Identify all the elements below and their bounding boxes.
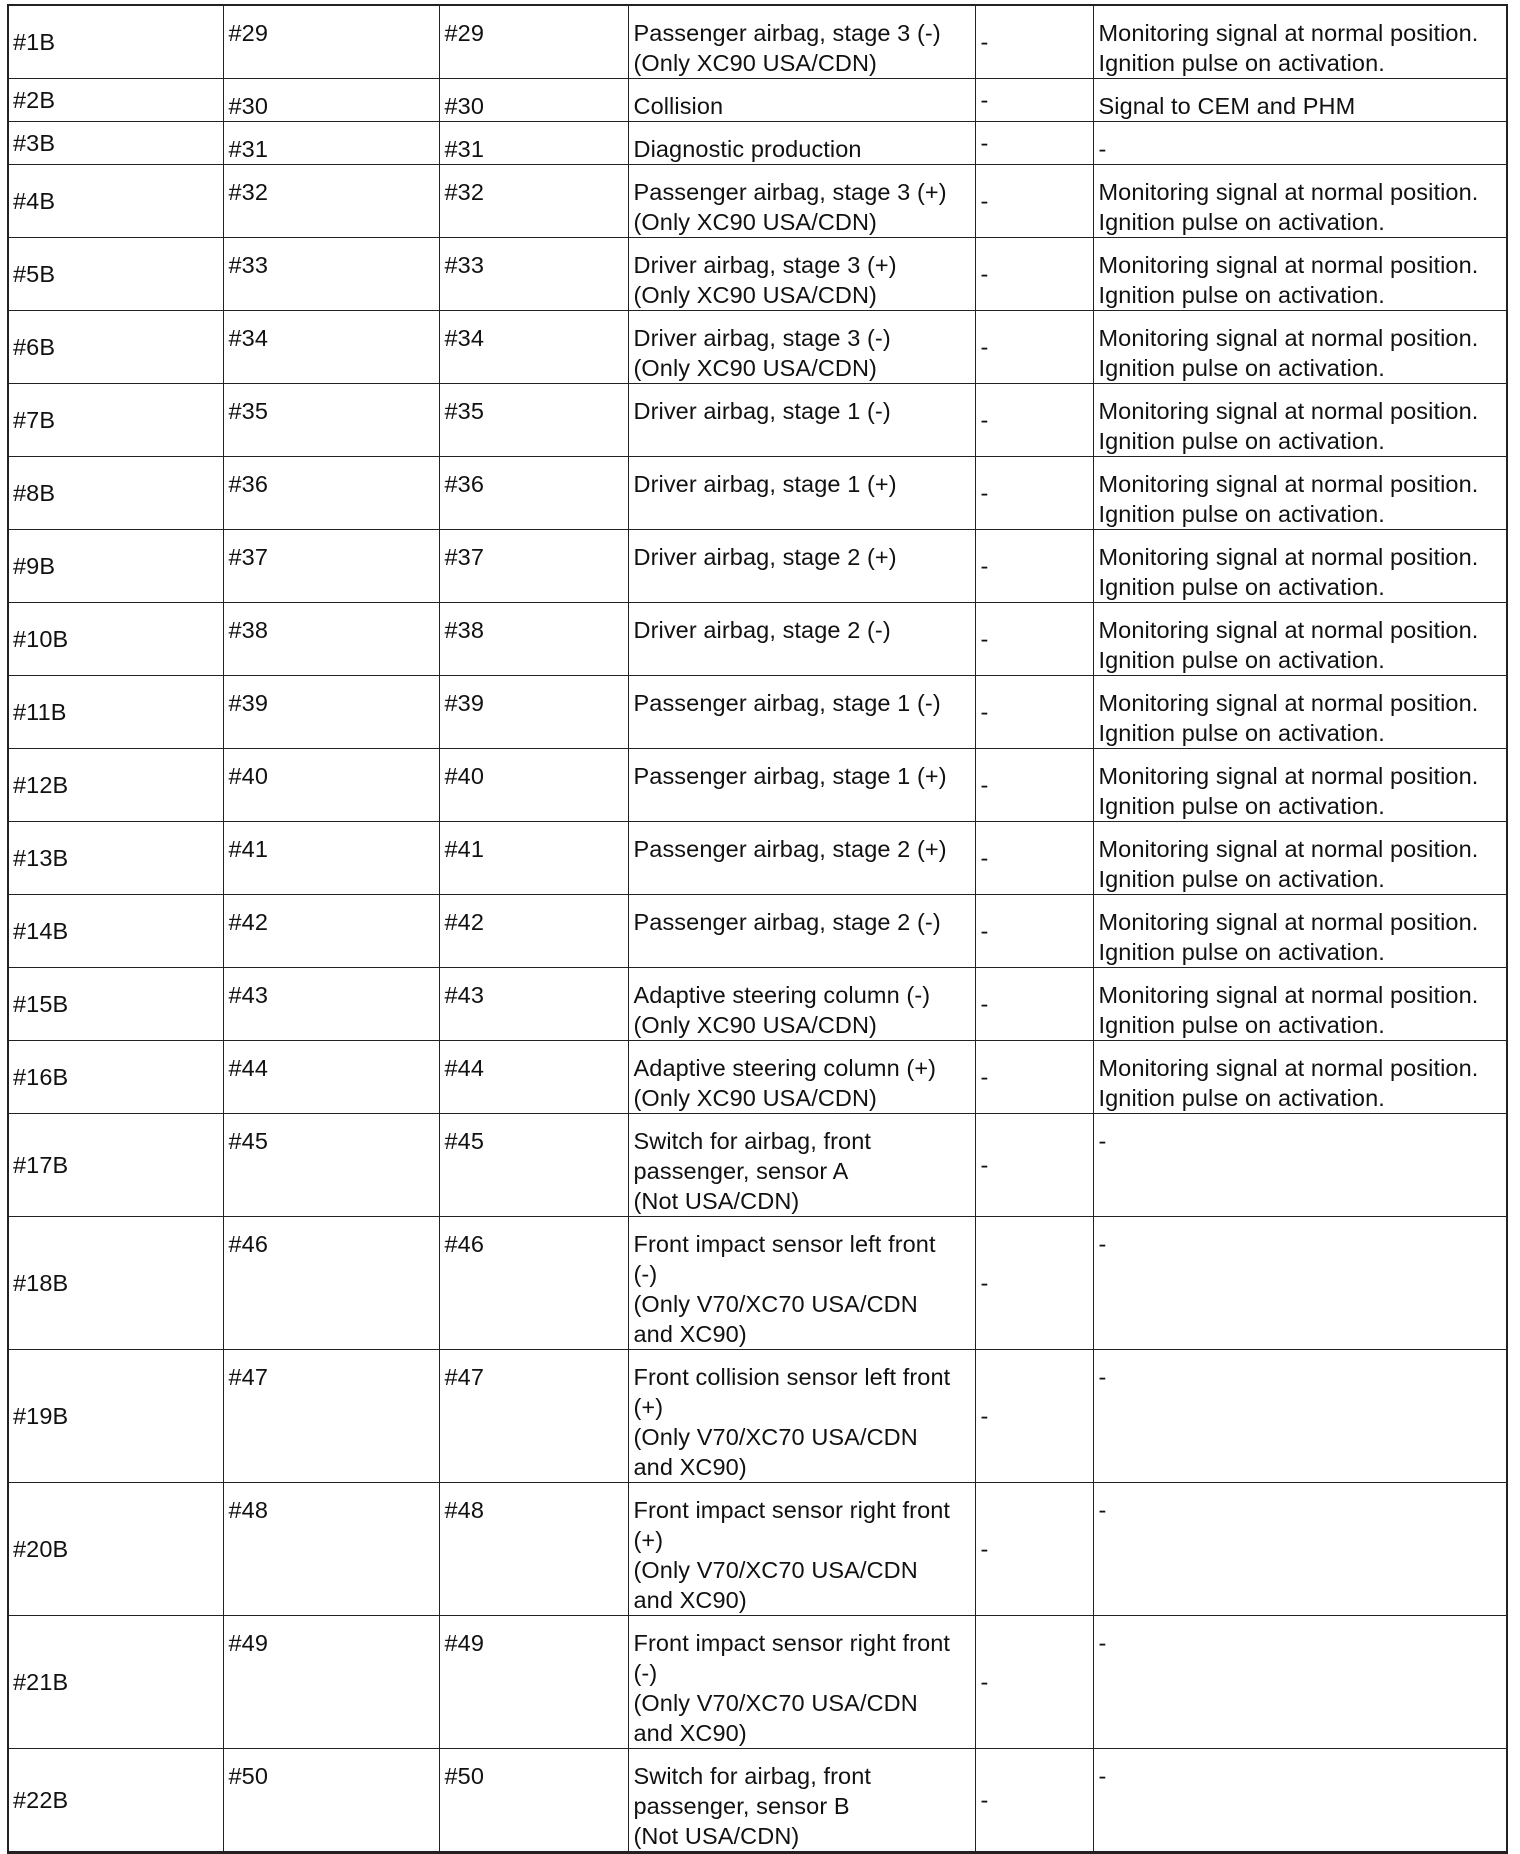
pin-b-cell: #32 xyxy=(439,165,628,238)
pin-b-cell: #45 xyxy=(439,1114,628,1217)
pin-a-cell: #44 xyxy=(223,1041,439,1114)
table-row xyxy=(8,968,1507,1041)
connector-id-cell: #18B xyxy=(8,1217,223,1350)
value-cell: - xyxy=(975,1483,1093,1616)
value-cell: - xyxy=(975,1616,1093,1749)
connector-id-cell: #12B xyxy=(8,749,223,822)
value-cell: - xyxy=(975,238,1093,311)
value-cell: - xyxy=(975,311,1093,384)
table-row xyxy=(8,384,1507,457)
connector-id-cell: #19B xyxy=(8,1350,223,1483)
description-cell: Signal to CEM and PHM xyxy=(1093,79,1507,122)
description-cell: - xyxy=(1093,1114,1507,1217)
description-cell: Monitoring signal at normal position. Ignition pulse on activation. xyxy=(1093,822,1507,895)
connector-id-cell: #7B xyxy=(8,384,223,457)
pin-a-cell: #46 xyxy=(223,1217,439,1350)
value-cell: - xyxy=(975,122,1093,165)
pin-b-cell: #43 xyxy=(439,968,628,1041)
pin-b-cell: #46 xyxy=(439,1217,628,1350)
table-row xyxy=(8,311,1507,384)
function-cell: Passenger airbag, stage 1 (-) xyxy=(628,676,975,749)
value-cell: - xyxy=(975,1350,1093,1483)
function-cell: Adaptive steering column (+) (Only XC90 USA/CDN) xyxy=(628,1041,975,1114)
pin-a-cell: #38 xyxy=(223,603,439,676)
description-cell: Monitoring signal at normal position. Ignition pulse on activation. xyxy=(1093,749,1507,822)
pin-b-cell: #49 xyxy=(439,1616,628,1749)
connector-id-cell: #3B xyxy=(8,122,223,165)
pin-a-cell: #31 xyxy=(223,122,439,165)
connector-id-cell: #15B xyxy=(8,968,223,1041)
description-cell: Monitoring signal at normal position. Ignition pulse on activation. xyxy=(1093,311,1507,384)
connector-id-cell: #5B xyxy=(8,238,223,311)
description-cell: Monitoring signal at normal position. Ignition pulse on activation. xyxy=(1093,1041,1507,1114)
pin-a-cell: #29 xyxy=(223,5,439,79)
table-row xyxy=(8,457,1507,530)
function-cell: Front collision sensor left front (+) (Only V70/XC70 USA/CDN and XC90) xyxy=(628,1350,975,1483)
function-cell: Adaptive steering column (-) (Only XC90 USA/CDN) xyxy=(628,968,975,1041)
value-cell: - xyxy=(975,165,1093,238)
table-row xyxy=(8,165,1507,238)
pin-b-cell: #34 xyxy=(439,311,628,384)
description-cell: Monitoring signal at normal position. Ignition pulse on activation. xyxy=(1093,895,1507,968)
function-cell: Front impact sensor right front (+) (Only V70/XC70 USA/CDN and XC90) xyxy=(628,1483,975,1616)
connector-id-cell: #9B xyxy=(8,530,223,603)
table-row xyxy=(8,749,1507,822)
value-cell: - xyxy=(975,749,1093,822)
value-cell: - xyxy=(975,603,1093,676)
function-cell: Driver airbag, stage 1 (-) xyxy=(628,384,975,457)
table-row xyxy=(8,238,1507,311)
pin-b-cell: #35 xyxy=(439,384,628,457)
table-row xyxy=(8,122,1507,165)
value-cell: - xyxy=(975,457,1093,530)
pin-b-cell: #40 xyxy=(439,749,628,822)
function-cell: Driver airbag, stage 3 (-) (Only XC90 USA/CDN) xyxy=(628,311,975,384)
description-cell: Monitoring signal at normal position. Ignition pulse on activation. xyxy=(1093,5,1507,79)
pin-b-cell: #30 xyxy=(439,79,628,122)
pin-table-body xyxy=(8,5,1507,1853)
connector-id-cell: #1B xyxy=(8,5,223,79)
connector-id-cell: #13B xyxy=(8,822,223,895)
pin-a-cell: #40 xyxy=(223,749,439,822)
pin-a-cell: #41 xyxy=(223,822,439,895)
value-cell: - xyxy=(975,1114,1093,1217)
description-cell: Monitoring signal at normal position. Ignition pulse on activation. xyxy=(1093,603,1507,676)
value-cell: - xyxy=(975,822,1093,895)
function-cell: Driver airbag, stage 2 (+) xyxy=(628,530,975,603)
function-cell: Front impact sensor right front (-) (Only V70/XC70 USA/CDN and XC90) xyxy=(628,1616,975,1749)
description-cell: Monitoring signal at normal position. Ignition pulse on activation. xyxy=(1093,165,1507,238)
connector-id-cell: #21B xyxy=(8,1616,223,1749)
function-cell: Driver airbag, stage 3 (+) (Only XC90 USA/CDN) xyxy=(628,238,975,311)
connector-id-cell: #8B xyxy=(8,457,223,530)
pin-b-cell: #31 xyxy=(439,122,628,165)
connector-id-cell: #10B xyxy=(8,603,223,676)
connector-id-cell: #11B xyxy=(8,676,223,749)
table-row xyxy=(8,895,1507,968)
connector-id-cell: #22B xyxy=(8,1749,223,1853)
pin-a-cell: #39 xyxy=(223,676,439,749)
pin-b-cell: #33 xyxy=(439,238,628,311)
table-row xyxy=(8,822,1507,895)
value-cell: - xyxy=(975,1749,1093,1853)
pin-a-cell: #48 xyxy=(223,1483,439,1616)
value-cell: - xyxy=(975,968,1093,1041)
description-cell: - xyxy=(1093,1749,1507,1853)
value-cell: - xyxy=(975,5,1093,79)
function-cell: Driver airbag, stage 2 (-) xyxy=(628,603,975,676)
description-cell: Monitoring signal at normal position. Ignition pulse on activation. xyxy=(1093,676,1507,749)
table-row xyxy=(8,603,1507,676)
description-cell: Monitoring signal at normal position. Ignition pulse on activation. xyxy=(1093,457,1507,530)
pin-a-cell: #47 xyxy=(223,1350,439,1483)
table-row xyxy=(8,1749,1507,1853)
value-cell: - xyxy=(975,1217,1093,1350)
pin-a-cell: #34 xyxy=(223,311,439,384)
pin-b-cell: #47 xyxy=(439,1350,628,1483)
function-cell: Passenger airbag, stage 3 (-) (Only XC90 USA/CDN) xyxy=(628,5,975,79)
function-cell: Passenger airbag, stage 1 (+) xyxy=(628,749,975,822)
pin-b-cell: #39 xyxy=(439,676,628,749)
description-cell: - xyxy=(1093,122,1507,165)
pin-a-cell: #37 xyxy=(223,530,439,603)
table-row xyxy=(8,79,1507,122)
value-cell: - xyxy=(975,384,1093,457)
connector-id-cell: #20B xyxy=(8,1483,223,1616)
value-cell: - xyxy=(975,530,1093,603)
pin-b-cell: #29 xyxy=(439,5,628,79)
function-cell: Switch for airbag, front passenger, sensor A (Not USA/CDN) xyxy=(628,1114,975,1217)
function-cell: Switch for airbag, front passenger, sensor B (Not USA/CDN) xyxy=(628,1749,975,1853)
description-cell: - xyxy=(1093,1483,1507,1616)
pin-b-cell: #37 xyxy=(439,530,628,603)
pin-b-cell: #42 xyxy=(439,895,628,968)
pin-a-cell: #43 xyxy=(223,968,439,1041)
function-cell: Passenger airbag, stage 2 (-) xyxy=(628,895,975,968)
connector-id-cell: #14B xyxy=(8,895,223,968)
pin-a-cell: #49 xyxy=(223,1616,439,1749)
description-cell: Monitoring signal at normal position. Ignition pulse on activation. xyxy=(1093,238,1507,311)
function-cell: Driver airbag, stage 1 (+) xyxy=(628,457,975,530)
connector-id-cell: #6B xyxy=(8,311,223,384)
connector-id-cell: #17B xyxy=(8,1114,223,1217)
function-cell: Front impact sensor left front (-) (Only V70/XC70 USA/CDN and XC90) xyxy=(628,1217,975,1350)
pin-a-cell: #33 xyxy=(223,238,439,311)
table-row xyxy=(8,5,1507,79)
table-row xyxy=(8,1350,1507,1483)
pin-b-cell: #48 xyxy=(439,1483,628,1616)
pin-table xyxy=(7,4,1508,1854)
pin-a-cell: #42 xyxy=(223,895,439,968)
table-row xyxy=(8,1114,1507,1217)
function-cell: Passenger airbag, stage 2 (+) xyxy=(628,822,975,895)
pin-a-cell: #35 xyxy=(223,384,439,457)
pin-b-cell: #50 xyxy=(439,1749,628,1853)
value-cell: - xyxy=(975,79,1093,122)
function-cell: Diagnostic production xyxy=(628,122,975,165)
description-cell: Monitoring signal at normal position. Ignition pulse on activation. xyxy=(1093,384,1507,457)
description-cell: - xyxy=(1093,1217,1507,1350)
table-row xyxy=(8,676,1507,749)
pin-a-cell: #50 xyxy=(223,1749,439,1853)
function-cell: Collision xyxy=(628,79,975,122)
connector-id-cell: #2B xyxy=(8,79,223,122)
pin-b-cell: #38 xyxy=(439,603,628,676)
pin-a-cell: #30 xyxy=(223,79,439,122)
connector-id-cell: #16B xyxy=(8,1041,223,1114)
pin-b-cell: #36 xyxy=(439,457,628,530)
function-cell: Passenger airbag, stage 3 (+) (Only XC90 USA/CDN) xyxy=(628,165,975,238)
pin-a-cell: #36 xyxy=(223,457,439,530)
pin-b-cell: #41 xyxy=(439,822,628,895)
value-cell: - xyxy=(975,676,1093,749)
table-row xyxy=(8,1483,1507,1616)
table-row xyxy=(8,530,1507,603)
description-cell: Monitoring signal at normal position. Ignition pulse on activation. xyxy=(1093,968,1507,1041)
value-cell: - xyxy=(975,1041,1093,1114)
value-cell: - xyxy=(975,895,1093,968)
table-row xyxy=(8,1041,1507,1114)
pin-b-cell: #44 xyxy=(439,1041,628,1114)
table-row xyxy=(8,1616,1507,1749)
description-cell: Monitoring signal at normal position. Ignition pulse on activation. xyxy=(1093,530,1507,603)
description-cell: - xyxy=(1093,1350,1507,1483)
description-cell: - xyxy=(1093,1616,1507,1749)
connector-id-cell: #4B xyxy=(8,165,223,238)
pin-a-cell: #32 xyxy=(223,165,439,238)
table-row xyxy=(8,1217,1507,1350)
pin-a-cell: #45 xyxy=(223,1114,439,1217)
